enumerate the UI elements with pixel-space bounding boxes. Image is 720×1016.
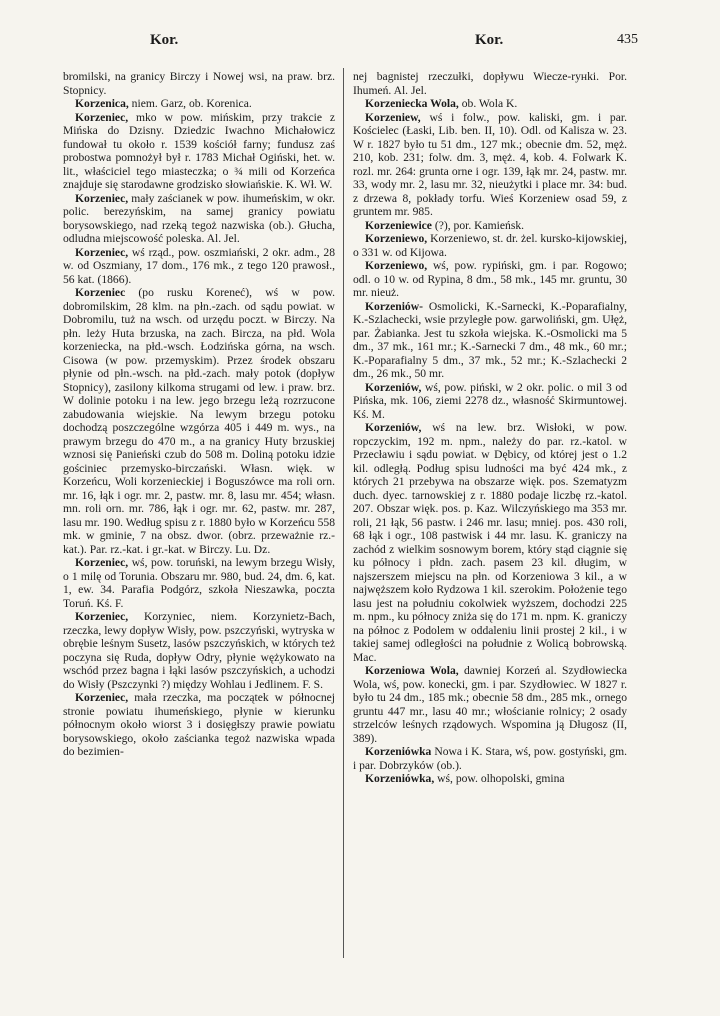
entry-text: ob. Wola K. <box>461 97 518 110</box>
entry-text: Korzyniec, niem. Korzynietz-Bach, rzeczka, lewy dopływ Wisły, pow. pszczyński, wytryska w obrębie leśnym Susetz, lasów pszczyńskich, w których też poczyna się Ruda, dopływ Odry, płynie wężykowato na wschód przez bagna i łąki lasów pszczyńskich, a uchodzi do Wisły (Pszczynki ?) między Wohlau i Jedlinem. F. S. <box>63 610 335 691</box>
entry-text: wś, pow. rypiński, gm. i par. Rogowo; odl. o 10 w. od Rypina, 8 dm., 58 mk., 145 mr. gruntu, 30 mr. nieuż. <box>353 259 627 299</box>
dictionary-entry <box>63 691 335 759</box>
dictionary-entry <box>63 556 335 610</box>
entry-text: mały zaścianek w pow. ihumeńskim, w okr. polic. berezyńskim, na samej granicy powiatu borysowskiego, nad rzeką tegoż nazwiska (ob.). Głucha, odludna miejscowość poleska. Al. Jel. <box>63 191 335 245</box>
dictionary-entry <box>353 664 627 745</box>
dictionary-entry <box>353 745 627 772</box>
dictionary-entry <box>353 772 627 786</box>
entry-headword: Korzeniec, <box>75 110 129 124</box>
dictionary-entry <box>353 421 627 664</box>
entry-headword: Korzeniów, <box>365 421 422 434</box>
entry-text: wś, pow. toruński, na lewym brzegu Wisły, o 1 milę od Torunia. Obszaru mr. 980, bud. 24, dm. 6, kat. 1, ew. 34. Parafia Podgórz, szkoła Nieszawka, poczta Toruń. Kś. F. <box>63 556 335 610</box>
entry-headword: Korzeniew, <box>365 110 421 124</box>
dictionary-entry <box>353 300 627 381</box>
column-divider <box>343 68 344 958</box>
dictionary-entry <box>353 70 627 97</box>
entry-text: wś na lew. brz. Wisłoki, w pow. ropczyckim, 192 m. npm., należy do par. rz.-katol. w Przecławiu i sądu powiat. w Dębicy, od której jest o 1.2 kil. odległą. Podług spisu ludności ma być 424 mk., z których 21 przebywa na obszarze więk. pos. Szematyzm duch. dyec. tarnowskiej z r. 1880 podaje liczbę rz.-katol. 207. Obszar więk. pos. p. Kaz. Wilczyńskiego ma 353 mr. roli, 21 łąk, 56 pastw. i 246 mr. lasu; mniej. pos. 430 roli, 68 łąk i ogr., 108 pastwisk i 44 mr. lasu. K. graniczy na zachód z wielkim sosnowym borem, który stąd ciągnie się ku północy i płdn. zach. pasem 23 kil. długim, w najszerszem miejscu na płn. od Korzeniowa 3 kil., a w najwęższem koło Rydzowa 1 kil. szerokim. Położenie tego lasu jest na południu cokolwiek wyższem, dochodzi 225 m. npm., ku północy zniża się do 171 m. npm. K. graniczy na północ z Podolem w oddaleniu linii prostej 2 kil., i w takiej samej odległości na południe z Wolicą bobrowską. Mac. <box>353 421 627 664</box>
entry-headword: Korzeniów- <box>365 299 423 313</box>
dictionary-entry <box>63 246 335 287</box>
entry-headword: Korzeniec <box>75 286 126 299</box>
entry-text: Nowa i K. Stara, wś, pow. gostyński, gm. i par. Dobrzyków (ob.). <box>353 745 627 772</box>
dictionary-entry <box>63 610 335 691</box>
entry-text: mała rzeczka, ma początek w północnej stronie powiatu ihumeńskiego, płynie w kierunku północnym około wiorst 3 i dosięgłszy prawie powiatu borysowskiego, około zaścianka tegoż nazwiska wpada do bezimien- <box>63 691 335 758</box>
dictionary-entry <box>353 259 627 300</box>
entry-text: wś i folw., pow. kaliski, gm. i par. Kościelec (Łaski, Lib. ben. II, 10). Odl. od Kalisza w. 23. W r. 1827 było tu 51 dm., 127 mk.; obecnie dm. 52, męż. 210, kob. 231; folw. dm. 3, męż. 4, kob. 4. Folwark K. rozl. mr. 264: grunta orne i ogr. 139, łąk mr. 24, pastw. mr. 33, wody mr. 2, lasu mr. 32, nieużytki i place mr. 34: bud. z drzewa 8, pokłady torfu. Wieś Korzeniew osad 59, z gruntem mr. 985. <box>353 110 627 218</box>
dictionary-entry <box>63 97 335 111</box>
entry-headword: Korzeniewo, <box>365 259 428 272</box>
entry-text: (po rusku Koreneć), wś w pow. dobromilskim, 28 klm. na płn.-zach. od sądu powiat. w Dobromilu, tuż na wsch. od urzędu poczt. w Birczy. Na płn. leży Huta brzuska, na zach. Bircza, na płd. Wola korzeniecka, na płd.-wsch. Łodzińska górna, na wsch. Cisowa (w pow. przemyskim). Przez środek obszaru płynie od płn.-wsch. na płd.-zach. mały potok (dopływ Stopnicy), zasilony kilkoma strugami od lew. i praw. brz. W dolinie potoku i na lew. jego brzegu leżą rozrzucone zabudowania wiejskie. Na lewym brzegu potoku dochodzą poszczególne wzgórza 405 i 449 m. wys., na prawym brzegu do 470 m., a na granicy Huty brzuskiej wznosi się Panieński czub do 508 m. Doliną potoku idzie gościniec przemysko-birczański. Własn. więk. w Korzeńcu, Woli korzenieckiej i Boguszówce ma roli orn. mr. 16, łąk i ogr. mr. 2, pastw. mr. 8, lasu mr. 454; własn. mn. roli orn. mr. 786, łąk i ogr. mr. 62, pastw. mr. 287, lasu mr. 190. Według spisu z r. 1880 było w Korzeńcu 558 mk. w gminie, 7 na obsz. dwor. (obrz. przeważnie rz.-kat.). Par. rz.-kat. i gr.-kat. w Birczy. Lu. Dz. <box>63 286 335 556</box>
entry-headword: Korzeniec, <box>75 610 129 623</box>
entry-text: wś, pow. olhopolski, gmina <box>437 772 565 785</box>
left-column <box>63 70 335 759</box>
page-number: 435 <box>617 32 638 47</box>
entry-text: Korzeniewo, st. dr. żel. kursko-kijowskiej, o 331 w. od Kijowa. <box>353 232 627 259</box>
entry-headword: Korzeniewo, <box>365 232 428 245</box>
dictionary-entry <box>353 232 627 259</box>
entry-text: wś rząd., pow. oszmiański, 2 okr. adm., 28 w. od Oszmiany, 17 dom., 176 mk., z tego 120 prawosł., 56 kat. (1866). <box>63 245 335 286</box>
right-column <box>353 70 627 786</box>
dictionary-entry <box>353 111 627 219</box>
entry-text: bromilski, na granicy Birczy i Nowej wsi, na praw. brz. Stopnicy. <box>63 70 335 97</box>
entry-text: niem. Garz, ob. Korenica. <box>131 97 252 110</box>
running-head-right: Kor. <box>475 32 504 48</box>
entry-headword: Korzeniewice <box>365 218 432 232</box>
entry-text: nej bagnistej rzeczułki, dopływu Wiecze-ryнki. Por. Ihumeń. Al. Jel. <box>353 70 627 97</box>
entry-headword: Korzeniowa Wola, <box>365 664 459 677</box>
entry-text: dawniej Korzeń al. Szydłowiecka Wola, wś, pow. konecki, gm. i par. Szydłowiec. W 1827 r. było tu 24 dm., 185 mk.; obecnie 58 dm., 285 mk., ornego gruntu 447 mr., lasu 40 mr.; włościanie rolnicy; 2 osady strzelców leśnych rządowych. Wspomina ją Długosz (II, 389). <box>353 664 627 745</box>
entry-text: mko w pow. mińskim, przy trakcie z Mińska do Dzisny. Dziedzic Iwachno Michałowicz fundował tu około r. 1539 kościół farny; fundusz zaś probostwa pomnożył był r. 1783 Michał Ogiński, het. w. lit., właściciel tego miasteczka; o ¾ mili od Korzeńca znajduje się starodawne grodzisko słowiańskie. K. Wł. W. <box>63 110 335 191</box>
dictionary-entry <box>63 286 335 556</box>
dictionary-entry <box>63 70 335 97</box>
dictionary-entry <box>353 219 627 233</box>
dictionary-entry <box>353 381 627 422</box>
entry-headword: Korzenica, <box>75 97 129 110</box>
running-head-left: Kor. <box>150 32 179 48</box>
entry-headword: Korzeniec, <box>75 691 129 704</box>
dictionary-entry <box>353 97 627 111</box>
page-header <box>0 30 720 52</box>
entry-headword: Korzeniec, <box>75 556 129 569</box>
dictionary-entry <box>63 192 335 246</box>
entry-text: Osmolicki, K.-Sarnecki, K.-Poparafialny, K.-Szlachecki, wsie przyległe pow. garwoliński, gm. Ułęż, par. Żabianka. Jest tu szkoła wiejska. K.-Osmolicki ma 5 dm., 37 mk., 161 mr.; K.-Sarnecki 7 dm., 48 mk., 60 mr.; K.-Poparafialny 5 dm., 37 mk., 52 mr.; K.-Szlachecki 2 dm., 26 mk., 50 mr. <box>353 299 628 380</box>
entry-headword: Korzeniecka Wola, <box>365 97 459 110</box>
entry-headword: Korzeniówka, <box>365 772 435 785</box>
entry-headword: Korzeniec, <box>75 245 129 259</box>
entry-text: wś, pow. piński, w 2 okr. polic. o mil 3 od Pińska, mk. 106, ziemi 2278 dz., własność Skirmuntowej. Kś. M. <box>353 380 628 421</box>
entry-headword: Korzeniec, <box>75 191 129 205</box>
entry-text: (?), por. Kamieńsk. <box>434 218 525 232</box>
entry-headword: Korzeniówka <box>365 745 432 758</box>
dictionary-entry <box>63 111 335 192</box>
entry-headword: Korzeniów, <box>365 380 422 394</box>
